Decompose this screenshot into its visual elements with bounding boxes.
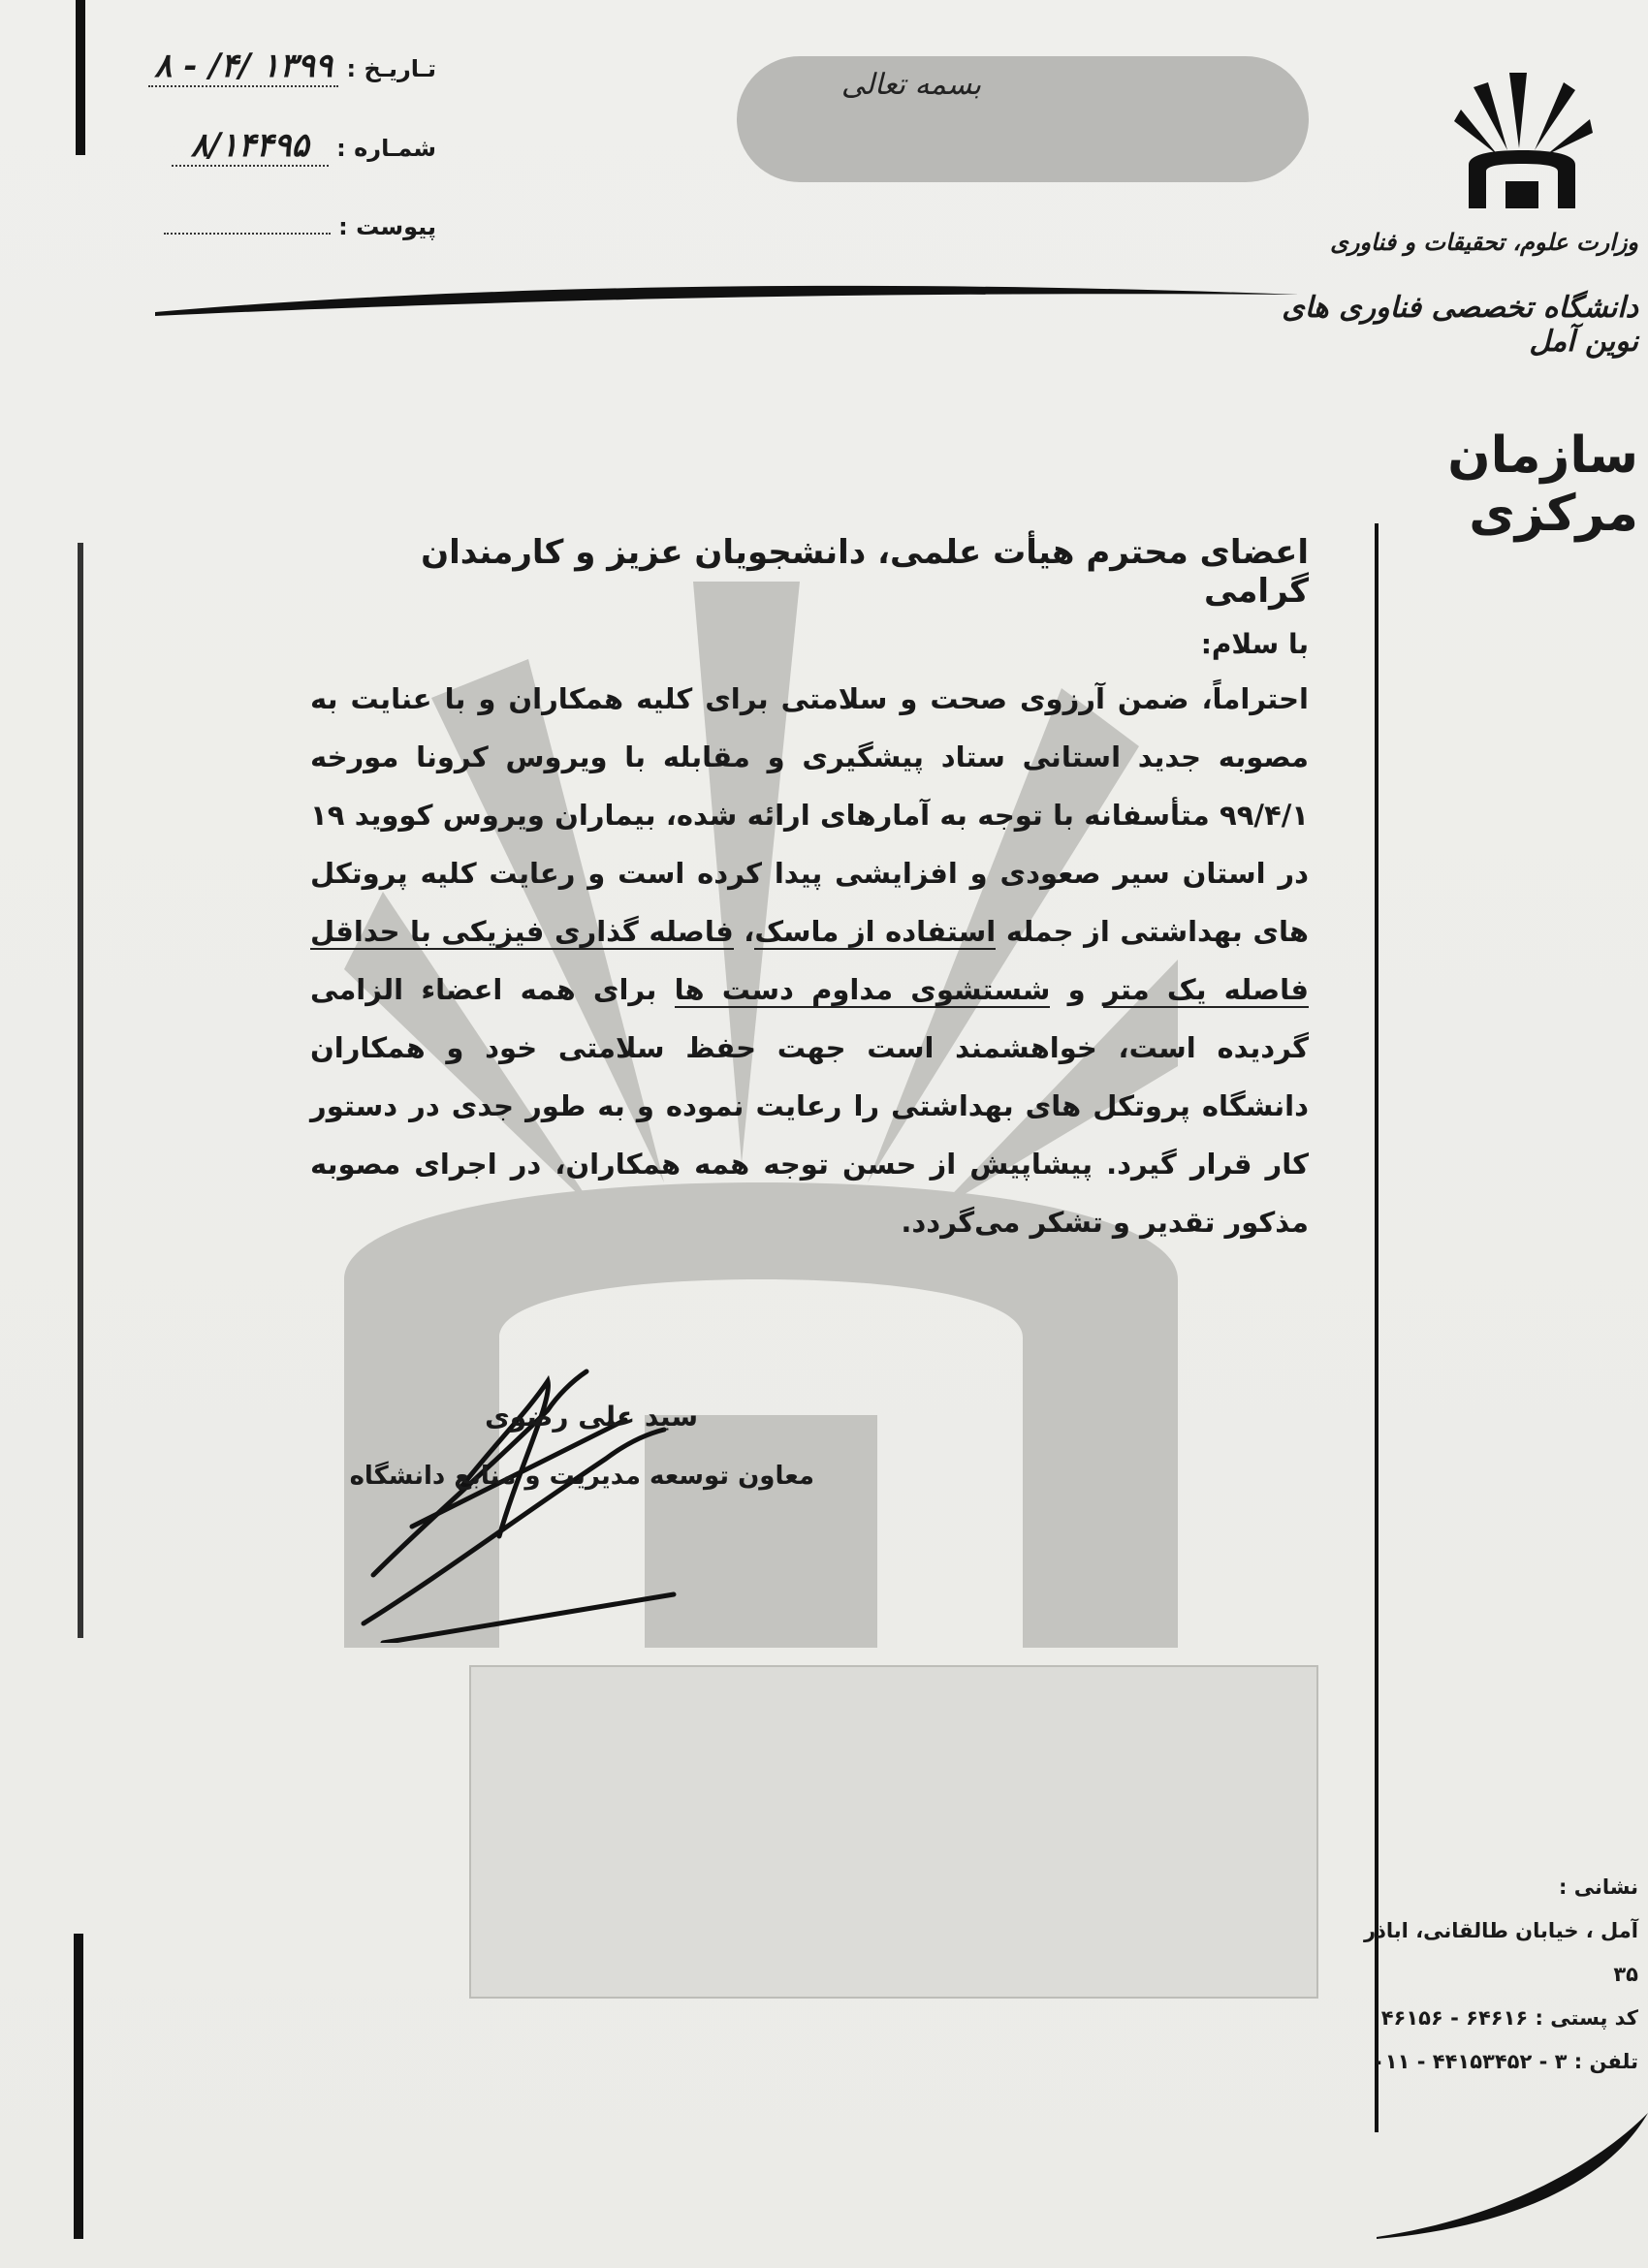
scan-edge-mark xyxy=(78,543,83,1638)
number-field xyxy=(116,126,436,167)
letter-paragraph xyxy=(310,670,1309,1251)
address-postal: کد پستی : ۶۴۶۱۶ - ۴۶۱۵۶ xyxy=(1380,2006,1638,2030)
scan-edge-mark xyxy=(74,1934,83,2239)
department-title: سازمان مرکزی xyxy=(1447,426,1638,543)
university-name: دانشگاه تخصصی فناوری های نوین آمل xyxy=(1282,291,1638,359)
body-text: برای همه اعضاء الزامی گردیده است، خواهشمند است جهت حفظ سلامتی خود و همکاران دانشگاه پروتکل های بهداشتی را رعایت نموده و به طور جدی در دستور کار قرار گیرد. پیشاپیش از حسن توجه همه همکاران، در اجرای مصوبه مذکور تقدیر و تشکر می‌گردد. xyxy=(310,973,1309,1239)
body-text: احتراماً، ضمن آرزوی صحت و سلامتی برای کلیه همکاران و با عنایت به مصوبه جدید استانی ستاد پیشگیری و مقابله با ویروس کرونا مورخه ۹۹/۴/۱ متأسفانه با توجه به آمارهای ارائه شده، بیماران ویروس کووید ۱۹ در استان سیر صعودی و افزایشی پیدا کرده است و رعایت کلیه پروتکل های بهداشتی از جمله xyxy=(310,682,1309,948)
date-label: تـاریـخ : xyxy=(346,55,436,82)
stamp-box xyxy=(469,1665,1318,1999)
footer-swoosh xyxy=(1377,2113,1648,2239)
attachment-value xyxy=(164,211,331,235)
attachment-field xyxy=(116,211,436,240)
handwritten-signature xyxy=(354,1352,703,1643)
separator: و xyxy=(1050,973,1103,1006)
addressee: اعضای محترم هیأت علمی، دانشجویان عزیز و کارمندان گرامی xyxy=(421,533,1309,611)
scan-edge-mark xyxy=(76,0,85,155)
signer-name: سید علی رضوی xyxy=(485,1401,698,1433)
underlined-phrase: فاصله گذاری فیزیکی با حداقل فاصله یک متر xyxy=(310,915,1309,1006)
address-street: آمل ، خیابان طالقانی، اباذر ۳۵ xyxy=(1364,1919,1638,1986)
underlined-phrase: استفاده از ماسک xyxy=(754,915,997,948)
address-phone: تلفن : ۳ - ۴۴۱۵۳۴۵۲ - ۰۱۱ xyxy=(1372,2050,1638,2073)
header-swoosh xyxy=(155,281,1299,339)
number-value: ۸/۱۴۴۹۵ xyxy=(172,126,329,167)
ministry-name: وزارت علوم، تحقیقات و فناوری xyxy=(1330,228,1638,256)
separator: ، xyxy=(733,915,755,948)
attachment-label: پیوست : xyxy=(338,213,436,240)
signer-title: معاون توسعه مدیریت و منابع دانشگاه xyxy=(349,1462,814,1491)
number-label: شمـاره : xyxy=(336,135,436,162)
underlined-phrase: شستشوی مداوم دست ها xyxy=(674,973,1051,1006)
salutation: با سلام: xyxy=(1200,628,1309,660)
address-label: نشانی : xyxy=(1559,1875,1638,1899)
date-value: ۱۳۹۹ /۴/ - ۸ xyxy=(148,47,338,87)
address-block xyxy=(1347,1866,1638,2084)
date-field xyxy=(116,47,436,87)
bismillah: بسمه تعالی xyxy=(840,68,982,102)
letter-body xyxy=(310,533,1309,1251)
university-logo-icon xyxy=(1449,63,1595,208)
